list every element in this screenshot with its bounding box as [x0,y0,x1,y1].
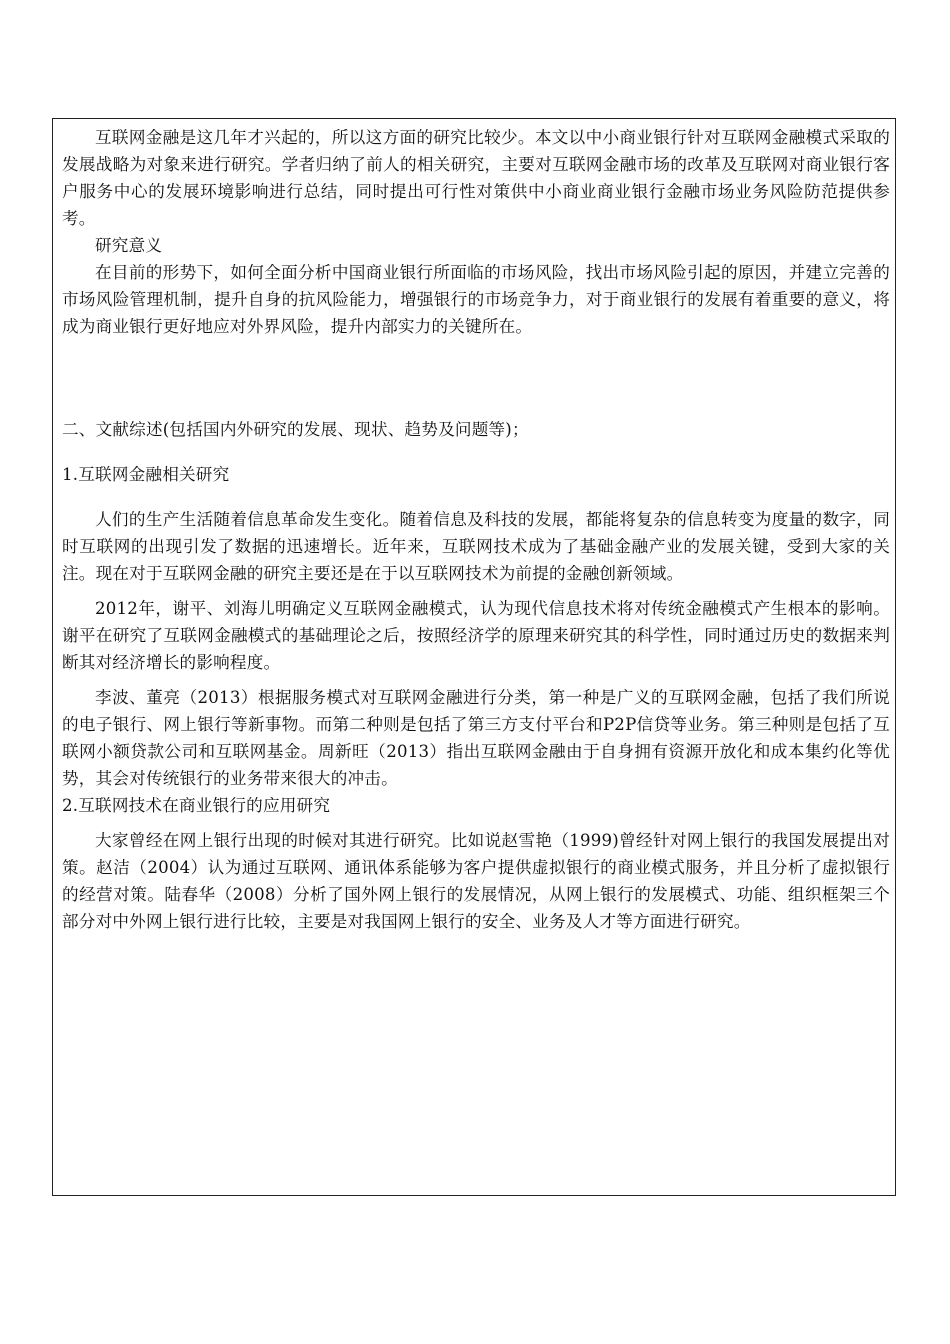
subsection-2-heading: 2.互联网技术在商业银行的应用研究 [62,796,331,815]
subsection-2-paragraph-1: 大家曾经在网上银行出现的时候对其进行研究。比如说赵雪艳（1999)曾经针对网上银行的我国发展提出对策。赵洁（2004）认为通过互联网、通讯体系能够为客户提供虚拟银行的商业模式服务，并且分析了虚拟银行的经营对策。陆春华（2008）分析了国外网上银行的发展情况，从网上银行的发展模式、功能、组织框架三个部分对中外网上银行进行比较，主要是对我国网上银行的安全、业务及人才等方面进行研究。 [62,831,890,931]
significance-paragraph: 在目前的形势下，如何全面分析中国商业银行所面临的市场风险，找出市场风险引起的原因，并建立完善的市场风险管理机制，提升自身的抗风险能力，增强银行的市场竞争力，对于商业银行的发展有着重要的意义，将成为商业银行更好地应对外界风险，提升内部实力的关键所在。 [62,263,890,336]
subsection-1-paragraph-2: 2012年，谢平、刘海儿明确定义互联网金融模式，认为现代信息技术将对传统金融模式产生根本的影响。谢平在研究了互联网金融模式的基础理论之后，按照经济学的原理来研究其的科学性，同时通过历史的数据来判断其对经济增长的影响程度。 [62,599,890,672]
significance-heading: 研究意义 [95,236,163,255]
document-body [62,124,890,935]
intro-paragraph: 互联网金融是这几年才兴起的，所以这方面的研究比较少。本文以中小商业银行针对互联网金融模式采取的发展战略为对象来进行研究。学者归纳了前人的相关研究，主要对互联网金融市场的改革及互联网对商业银行客户服务中心的发展环境影响进行总结，同时提出可行性对策供中小商业商业银行金融市场业务风险防范提供参考。 [62,128,890,228]
subsection-1-paragraph-1: 人们的生产生活随着信息革命发生变化。随着信息及科技的发展，都能将复杂的信息转变为度量的数字，同时互联网的出现引发了数据的迅速增长。近年来，互联网技术成为了基础金融产业的发展关键，受到大家的关注。现在对于互联网金融的研究主要还是在于以互联网技术为前提的金融创新领域。 [62,510,890,583]
subsection-1-heading: 1.互联网金融相关研究 [62,465,230,484]
subsection-1-paragraph-3: 李波、董亮（2013）根据服务模式对互联网金融进行分类，第一种是广义的互联网金融，包括了我们所说的电子银行、网上银行等新事物。而第二种则是包括了第三方支付平台和P2P信贷等业务。第三种则是包括了互联网小额贷款公司和互联网基金。周新旺（2013）指出互联网金融由于自身拥有资源开放化和成本集约化等优势，其会对传统银行的业务带来很大的冲击。 [62,688,890,788]
literature-review-heading: 二、文献综述(包括国内外研究的发展、现状、趋势及问题等)； [62,420,529,439]
